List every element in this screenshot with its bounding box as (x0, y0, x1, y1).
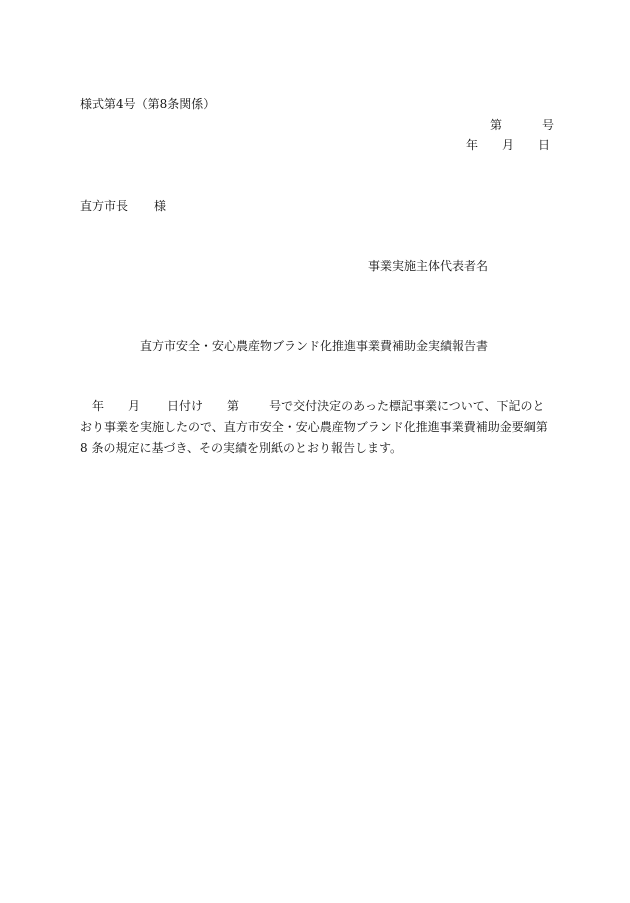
number-suffix: 号 (542, 118, 555, 132)
document-date-line (466, 138, 550, 152)
body-line-1-rest: 号で交付決定のあった標記事業について、下記のと (269, 399, 545, 413)
document-number-line (490, 118, 554, 132)
body-line-2: おり事業を実施したので、直方市安全・安心農産物ブランド化推進事業費補助金要綱第 (80, 420, 548, 434)
form-number-label: 様式第4号（第8条関係） (80, 97, 216, 111)
addressee-name: 直方市長 (80, 199, 129, 213)
addressee-honorific: 様 (154, 199, 167, 213)
body-number-prefix: 第 (227, 399, 240, 413)
body-dated: 日付け (167, 399, 204, 413)
date-year: 年 (466, 138, 479, 152)
body-year: 年 (92, 399, 105, 413)
number-prefix: 第 (490, 118, 503, 132)
document-title: 直方市安全・安心農産物ブランド化推進事業費補助金実績報告書 (140, 339, 489, 353)
date-month: 月 (502, 138, 515, 152)
body-paragraph (80, 396, 556, 459)
body-month: 月 (128, 399, 141, 413)
body-line-3: 8 条の規定に基づき、その実績を別紙のとおり報告します。 (80, 441, 403, 455)
body-line-1 (80, 396, 556, 417)
date-day: 日 (538, 138, 551, 152)
addressee-line (80, 199, 166, 213)
representative-label: 事業実施主体代表者名 (368, 259, 489, 273)
